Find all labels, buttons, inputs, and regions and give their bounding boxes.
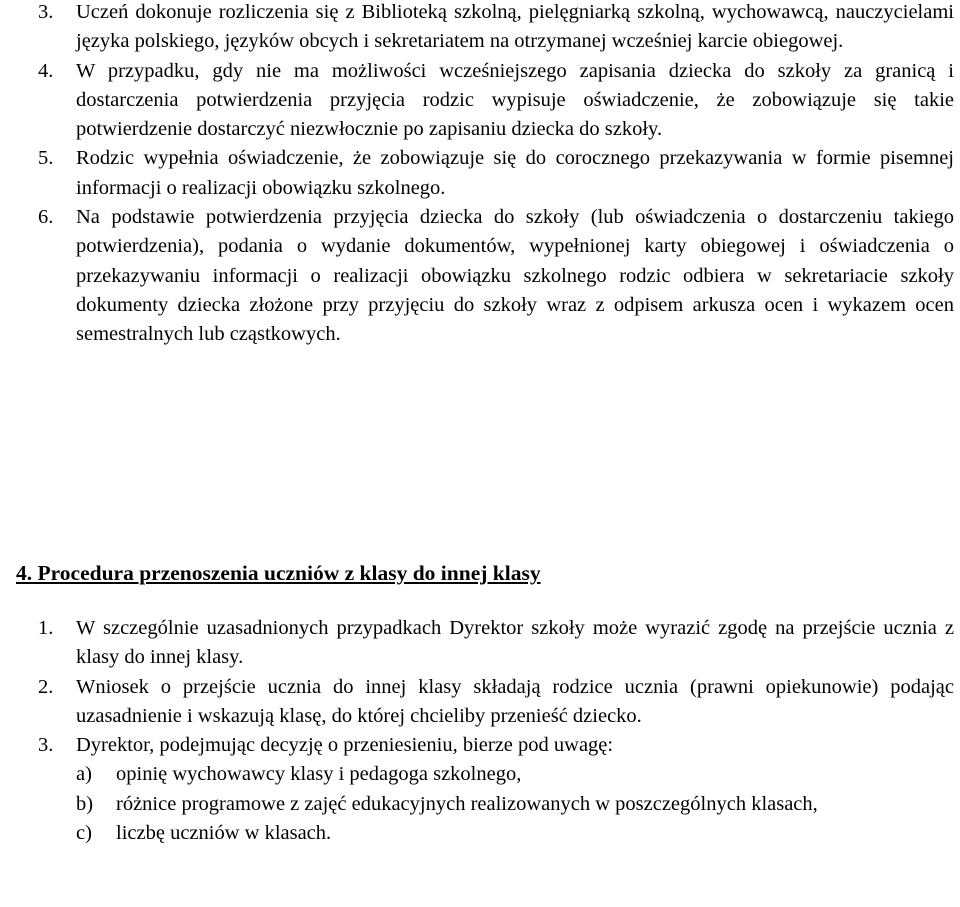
procedure-steps-list [0, 0, 960, 350]
sub-item-text: różnice programowe z zajęć edukacyjnych realizowanych w poszczególnych klasach, [116, 792, 818, 815]
item-number: 2. [38, 675, 54, 698]
item-number: 6. [38, 206, 54, 229]
list-item [0, 0, 960, 57]
sub-item-letter: a) [76, 763, 92, 786]
item-text: Wniosek o przejście ucznia do innej klasy składają rodzice ucznia (prawni opiekunowie) podając uzasadnienie i wskazują klasę, do której chcieliby przenieść dziecko. [76, 675, 954, 727]
item-text: Uczeń dokonuje rozliczenia się z Biblioteką szkolną, pielęgniarką szkolną, wychowawcą, nauczycielami języka polskiego, języków obcych i sekretariatem na otrzymanej wcześniej karcie obiegowej. [76, 1, 954, 53]
list-item [0, 614, 960, 673]
item-text: Rodzic wypełnia oświadczenie, że zobowiązuje się do corocznego przekazywania w formie pisemnej informacji o realizacji obowiązku szkolnego. [76, 147, 954, 199]
item-number: 3. [38, 734, 54, 757]
section-heading: 4. Procedura przenoszenia uczniów z klasy do innej klasy [16, 561, 541, 585]
sub-item-letter: b) [76, 792, 94, 815]
transfer-procedure-list [0, 614, 960, 848]
list-item [0, 57, 960, 145]
sub-item [76, 819, 954, 848]
item-number: 5. [38, 147, 54, 170]
sub-item-text: opinię wychowawcy klasy i pedagoga szkolnego, [116, 763, 522, 786]
item-text: Na podstawie potwierdzenia przyjęcia dziecka do szkoły (lub oświadczenia o dostarczeniu takiego potwierdzenia), podania o wydanie dokumentów, wypełnionej karty obiegowej i oświadczenia o przekazywaniu informacji o realizacji obowiązku szkolnego rodzic odbiera w sekretariacie szkoły dokumenty dziecka złożone przy przyjęciu do szkoły wraz z odpisem arkusza ocen i wykazem ocen semestralnych lub cząstkowych. [76, 206, 954, 346]
item-number: 3. [38, 1, 54, 23]
sub-item [76, 760, 954, 789]
item-number: 1. [38, 617, 54, 639]
item-text: W szczególnie uzasadnionych przypadkach Dyrektor szkoły może wyrazić zgodę na przejście ucznia z klasy do innej klasy. [76, 617, 954, 669]
item-text: W przypadku, gdy nie ma możliwości wcześniejszego zapisania dziecka do szkoły za granicą i dostarczenia potwierdzenia przyjęcia rodzic wypisuje oświadczenie, że zobowiązuje się takie potwierdzenie dostarczyć niezwłocznie po zapisaniu dziecka do szkoły. [76, 59, 954, 141]
sub-item-text: liczbę uczniów w klasach. [116, 822, 332, 845]
list-item [0, 203, 960, 349]
sub-item [76, 790, 954, 819]
list-item [0, 731, 960, 848]
list-item [0, 144, 960, 203]
list-item [0, 673, 960, 732]
item-number: 4. [38, 59, 54, 82]
item-text: Dyrektor, podejmując decyzję o przeniesieniu, bierze pod uwagę: [76, 734, 614, 757]
sub-item-letter: c) [76, 822, 92, 845]
